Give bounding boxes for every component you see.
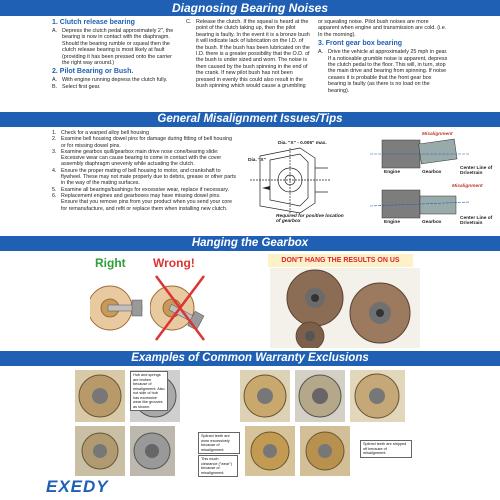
item-key: 3.: [52, 148, 57, 155]
item-text: Check for a warped alloy bell housing: [61, 130, 150, 136]
warranty-photos-row-1: [75, 370, 430, 422]
section-header-bearing-noises: Diagnosing Bearing Noises: [0, 0, 500, 16]
right-hanging-drawing: [90, 270, 145, 345]
continued-text: or squealing noise. Pilot bush noises are more apparent when engine and transmission are cold. (i.e. In the morning).: [318, 19, 447, 38]
item-key: 5.: [52, 186, 57, 193]
item-key: 2.: [52, 136, 57, 143]
item-text: Replacement engines and gearboxes may have missing dowel pins. Ensure that you remove pins from your product when you send your core for remanufacture, and refit or replace them when installing new clutch.: [61, 192, 233, 212]
item-text: Examine gearbox quill/gearbox main drive nose cone/bearing slide: Excessive wear can cause bearing to come in contact with the cover assembly diaphragm unevenly while actuating the clutch.: [61, 148, 222, 168]
item-key: 6.: [52, 192, 57, 199]
noises-column-3: [318, 19, 448, 94]
misalignment-diagrams: [340, 128, 500, 233]
centerline-label: Center Line of Drivetrain: [460, 216, 493, 226]
item-text: Drive the vehicle at approximately 25 mph in gear. If a noticeable grumble noise is apparent, depress the clutch pedal to the floor. This will, in turn, stop the main drive and bearing from spinning. If noise ceases it is probable that the front gear box bearing is faulty (as there is no load on the bearing).: [328, 49, 448, 94]
heading-pilot-bearing: 2. Pilot Bearing or Bush.: [52, 68, 134, 76]
noises-item-2c: [186, 19, 310, 89]
item-key: C.: [186, 19, 192, 25]
exedy-logo: EXEDY: [46, 477, 109, 496]
item-text: Examine all bearings/bushings for excessive wear, replace if necessary.: [61, 186, 230, 193]
item-text: Ensure the proper mating of bell housing to motor, and crankshaft to flywheel. These may not mate properly due to debris, grease or other parts in the way of the mating surfaces.: [61, 167, 237, 187]
right-label: Right: [95, 256, 126, 270]
list-item: [52, 136, 237, 149]
warranty-note-stripped-teeth: Splined teeth are stripped off because of misalignment.: [360, 440, 412, 458]
engine-label: Engine: [384, 220, 400, 225]
item-text: With engine running depress the clutch fully.: [62, 77, 168, 84]
noises-item-1a: [52, 28, 180, 66]
item-text: Release the clutch. If the squeal is heard at the point of the clutch taking up, then the pilot bearing is faulty. In the event it is a bronze bush it will indicate lack of lubrication on the I.D. of the bush. If the bush has been lubricated on the I.D. there is a greater possibility that the O.D. of the bush is under sized and worn. The noise is then caused by the bush spinning in the end of the crank. If new pilot bush has not been pressed in evenly this could also result in the bush spinning which would cause a grumbling: [196, 19, 310, 90]
noises-item-3a: [318, 49, 448, 94]
list-item: [52, 149, 237, 168]
item-text: Depress the clutch pedal approximately 2", the bearing is now in contact with the diaphragm. Should the bearing rumble or squeal then the clutch release bearing is most likely at fault (providing it has been pressed onto the carrier the right way around.): [62, 28, 174, 67]
gearbox-label: Gearbox: [422, 170, 442, 175]
heading-clutch-release-bearing: 1. Clutch release bearing: [52, 19, 135, 26]
list-item: [52, 193, 237, 212]
damaged-clutch-discs-photo: [270, 268, 420, 348]
dont-hang-banner: DON'T HANG THE RESULTS ON US: [268, 254, 413, 267]
centerline-label: Center Line of Drivetrain: [460, 166, 493, 176]
misalignment-list: [52, 130, 237, 212]
item-text: Select first gear.: [62, 83, 101, 90]
dia-spec-label: Dia. "X" - 0.005" max.: [278, 141, 327, 146]
engine-label: Engine: [384, 170, 400, 175]
dia-x-label: Dia. "X": [248, 158, 266, 163]
misalignment-label-bottom: Misalignment: [452, 184, 483, 189]
noises-column-2: [186, 19, 310, 89]
noises-column-1: [52, 19, 180, 90]
heading-front-gear-box-bearing: 3. Front gear box bearing: [318, 40, 403, 48]
item-key: 4.: [52, 167, 57, 174]
misalignment-label-top: Misalignment: [422, 132, 453, 137]
noises-item-2b: [52, 84, 180, 90]
wrong-hanging-drawing: [150, 270, 210, 345]
item-key: A.: [52, 28, 58, 34]
wrong-label: Wrong!: [153, 256, 195, 270]
item-key: A.: [52, 77, 58, 84]
section-header-hanging: Hanging the Gearbox: [0, 236, 500, 251]
list-item: [52, 168, 237, 187]
item-text: Examine bell housing dowel pins for damage during fitting of bell housing or for missing dowel pins.: [61, 136, 233, 149]
warranty-note-splined-teeth: Splined teeth are worn excessively because of misalignment.: [198, 432, 240, 454]
item-key: B.: [52, 83, 58, 90]
item-key: A.: [318, 49, 324, 56]
section-header-misalignment: General Misalignment Issues/Tips: [0, 112, 500, 127]
warranty-note-hub-springs: Hub and springs are broken because of misalignment. Also not side of hub has excessive wear like grooves as shown.: [130, 371, 168, 411]
gearbox-label: Gearbox: [422, 220, 442, 225]
item-key: 1.: [52, 130, 57, 136]
required-note: Required for positive location of gearbox: [276, 214, 344, 224]
section-header-warranty: Examples of Common Warranty Exclusions: [0, 351, 500, 366]
warranty-note-clearance: This much clearance ("wear") because of misalignment.: [198, 455, 238, 477]
